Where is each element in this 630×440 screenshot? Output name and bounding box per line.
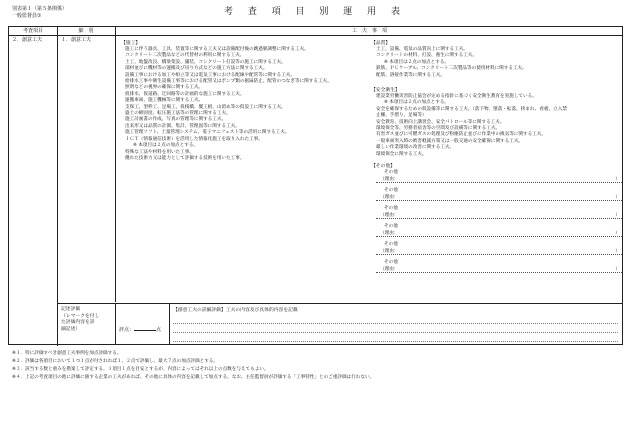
- footnote: ※２．評価は各項目において１つ１点が付されれば１、２点で評価し、最大７点の加点評価とする。: [12, 359, 218, 364]
- eval-label: 記述評価 （レマークを付し た評価内容を詳 細記述）: [61, 307, 100, 332]
- list-item: 特殊な工法や材料を用いた工事。: [125, 149, 194, 155]
- list-item: 施工計画書の作成、写真の管理等に関する工夫。: [125, 117, 227, 123]
- item-label: ２．創意工夫: [12, 37, 43, 43]
- list-item: 部材並びに機材等の運搬及び吊り方式などの施工方法に関する工夫。: [125, 66, 268, 72]
- list-item: 有害ガス並びに可燃ガスの処理及び粉塵防止並びに作業中の換気等に関する工夫。: [376, 132, 546, 138]
- list-item: コンクリートの材料、打設、養生に関する工夫。: [376, 53, 477, 59]
- other-entry: [376, 242, 622, 255]
- col-header-category: 細 別: [78, 28, 94, 34]
- category-label: １．創意工夫: [61, 37, 92, 43]
- list-item: ＩＣＴ（情報通信技術）を活用した情報化施工を取り入れた工事。: [125, 136, 263, 142]
- list-item: 給排水工事や衛生設備工事等における配管又はポンプ類の据扁防止、配管のつなぎ等に関する工夫。: [125, 79, 332, 85]
- list-item-note: ※ 本項目は２点の加点とする。: [384, 59, 450, 65]
- list-item: 出来形又は品質の計測、集計、管理図等に関する工夫。: [125, 123, 240, 129]
- list-item-note: ※ 本項目は２点の加点とする。: [384, 100, 450, 106]
- divider: [57, 27, 58, 346]
- list-item: 設備工事における加工や組立等又は電気工事における配線や配管等に関する工夫。: [125, 72, 295, 78]
- list-item: 運搬車両、施工機械等に関する工夫。: [125, 98, 204, 104]
- list-item: 土工、地盤改良、橋梁架設、舗装、コンクリート打設等の施工に関する工夫。: [125, 59, 286, 65]
- divider: [9, 35, 622, 36]
- other-reason-field[interactable]: （理由： ）: [376, 266, 622, 273]
- footnote: ※４．上記の考査項目の他に評価に値する企業の工夫があれば、その他に具体の内容を記載して加点する。なお、主任監督員が評価する「工事特性」とのご重評価は行わない。: [12, 375, 375, 380]
- list-item: 建設業労働災害防止協会が定める指針に基づく安全衛生教育を実施している。: [376, 94, 537, 99]
- score-blank[interactable]: [134, 330, 156, 331]
- divider: [173, 323, 618, 324]
- other-entry-label: その他: [384, 260, 398, 265]
- quality-list: [376, 47, 527, 79]
- other-entry: [376, 224, 622, 237]
- other-entry-label: その他: [384, 206, 398, 211]
- divider: [173, 332, 618, 333]
- col-header-item: 考査項目: [22, 28, 43, 34]
- other-entry: [376, 260, 622, 273]
- other-entry: [376, 170, 622, 183]
- list-item: 鉄筋、ＰＣケーブル、コンクリート二次製品等の使用材料に関する工夫。: [376, 66, 527, 72]
- list-item: 支保工、型枠工、足場工、仮桟橋、覆工板、山留め等の仮設工に関する工夫。: [125, 104, 286, 110]
- list-item: 安全教育、技術向上講習会、安全パトロール等に関する工夫。: [376, 119, 505, 125]
- footnote: ※３．該当する数と重みを勘案して評定する。１項目１点を目安とするが、内容によってはそれ以上の点数を与えてもよい。: [12, 367, 269, 372]
- other-reason-field[interactable]: （理由： ）: [376, 230, 622, 237]
- construction-list: [125, 47, 332, 162]
- construction-heading: 【施工】: [121, 41, 141, 46]
- safety-list: [376, 94, 567, 158]
- footnotes: [12, 350, 622, 382]
- list-item-note: ※ 本項目は２点の加点とする。: [133, 143, 199, 149]
- other-entry-label: その他: [384, 224, 398, 229]
- list-item: 優れた技術力又は能力として評価する技術を用いた工事。: [125, 155, 245, 161]
- list-item: 施工管理ソフト、土量管理システム、電子マニフェスト等の活用に関する工夫。: [125, 130, 290, 136]
- score-label: 評点：: [119, 327, 135, 333]
- other-entry-label: その他: [384, 170, 398, 175]
- evaluation-table: [8, 26, 623, 345]
- col-header-matters: 工 夫 事 項: [351, 28, 387, 34]
- list-item: 一般車両突入時の被害軽減方策又は一般交通の安全確保に関する工夫。: [376, 138, 524, 144]
- list-item: コンクリート二次製品などの代替材の利用に関する工夫。: [125, 53, 245, 59]
- list-item: 環境保全等、労務者宿舎等の空間及び設備等に関する工夫。: [376, 126, 501, 132]
- other-entry-label: その他: [384, 188, 398, 193]
- detail-heading: 【創意工夫の詳細評価】工夫の内容及び具体的内容を記載: [173, 308, 298, 313]
- divider: [169, 303, 170, 345]
- list-item: 環境保全に関する工夫。: [376, 151, 427, 157]
- form-label: 別表第１（第５条関係）: [12, 6, 68, 12]
- list-item: 配筋、溶接作業等に関する工夫。: [376, 72, 445, 78]
- divider: [115, 27, 116, 302]
- other-entry: [376, 206, 622, 219]
- safety-heading: 【安全衛生】: [371, 88, 400, 93]
- divider: [57, 303, 622, 304]
- page-title: 考 査 項 目 別 運 用 表: [223, 7, 407, 17]
- list-item: 安全を確保するための仮設備等に関する工夫。（落下物、墜落・転落、挟まれ、看板、立入禁: [376, 106, 567, 112]
- list-item: 照明などの視界の確保に関する工夫。: [125, 85, 204, 91]
- other-heading: 【その他】: [371, 164, 395, 169]
- other-reason-field[interactable]: （理由： ）: [376, 194, 622, 201]
- detail-text-area[interactable]: [173, 317, 618, 343]
- list-item: 仮排水、仮道路、迂回路等の計画的な施工に関する工夫。: [125, 91, 245, 97]
- footnote: ※１．特に評価すべき創意工夫事例を加点評価する。: [12, 351, 122, 356]
- score-unit: 点: [156, 327, 162, 333]
- other-reason-field[interactable]: （理由： ）: [376, 248, 622, 255]
- list-item: 施工に伴う器具、工具、装置等に関する工夫又は設備配付後の跳過躯調整に関する工夫。: [125, 47, 309, 52]
- other-reason-field[interactable]: （理由： ）: [376, 212, 622, 219]
- other-reason-field[interactable]: （理由： ）: [376, 176, 622, 183]
- score-field[interactable]: [119, 327, 161, 334]
- list-item: 土工、設備、電気の品質向上に関する工夫。: [376, 47, 468, 52]
- list-item: 止柵、手摺り、足場等）: [376, 113, 427, 119]
- list-item: 厳しい作業環境の改善に関する工夫。: [376, 145, 455, 151]
- list-item: 盛土の締固度、転圧施工法等の管理に関する工夫。: [125, 111, 231, 117]
- department-label: 一般監督員①: [12, 13, 42, 19]
- quality-heading: 【品質】: [371, 41, 391, 46]
- divider: [115, 303, 116, 345]
- other-entry-label: その他: [384, 242, 398, 247]
- divider: [173, 341, 618, 342]
- other-entry: [376, 188, 622, 201]
